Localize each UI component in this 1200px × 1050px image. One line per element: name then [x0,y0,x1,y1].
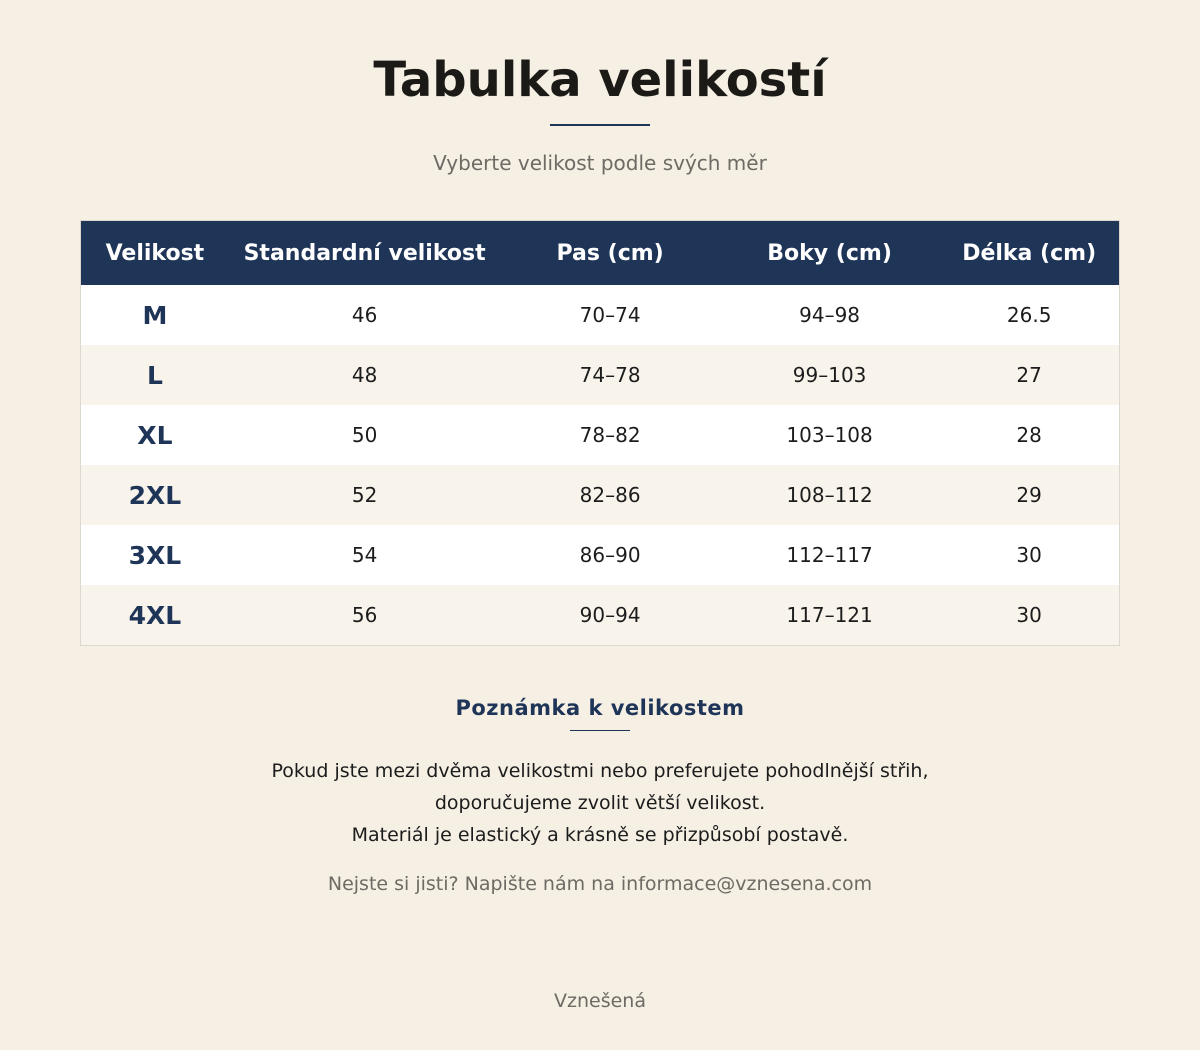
cell-size: XL [137,420,173,450]
cell-size: M [142,300,168,330]
column-header-standard-size: Standardní velikost [243,240,486,266]
column-header-waist: Pas (cm) [556,240,664,266]
size-table-container [80,220,1120,646]
cell-standard-size: 48 [351,363,378,387]
cell-waist: 78–82 [579,423,641,447]
cell-length: 28 [1016,423,1042,447]
table-row [81,525,1119,585]
cell-waist: 90–94 [579,603,641,627]
cell-standard-size: 46 [351,303,378,327]
cell-waist: 70–74 [579,303,641,327]
page-title: Tabulka velikostí [373,52,827,108]
footer-brand: Vznešená [554,990,646,1012]
column-header-length: Délka (cm) [962,240,1097,266]
cell-hips: 117–121 [786,603,873,627]
page-header [0,0,1200,176]
cell-size: 3XL [128,540,182,570]
table-row [81,585,1119,645]
cell-size: 4XL [128,600,182,630]
table-header-row [81,221,1119,285]
note-title: Poznámka k velikostem [455,696,745,720]
cell-length: 30 [1016,543,1042,567]
table-row [81,345,1119,405]
cell-hips: 112–117 [786,543,873,567]
note-divider [570,730,630,731]
cell-standard-size: 52 [351,483,378,507]
cell-length: 27 [1016,363,1042,387]
table-row [81,285,1119,345]
note-line: Pokud jste mezi dvěma velikostmi nebo preferujete pohodlnější střih, [271,760,929,782]
title-divider [550,124,650,126]
table-row [81,465,1119,525]
cell-size: L [146,360,163,390]
page-subtitle: Vyberte velikost podle svých měr [433,151,767,175]
contact-text: Nejste si jisti? Napište nám na informace@vznesena.com [327,873,873,895]
cell-standard-size: 50 [351,423,378,447]
note-line: Materiál je elastický a krásně se přizpůsobí postavě. [351,824,849,846]
cell-waist: 82–86 [579,483,641,507]
cell-hips: 94–98 [799,303,861,327]
cell-size: 2XL [128,480,182,510]
cell-hips: 99–103 [792,363,867,387]
cell-hips: 103–108 [786,423,873,447]
column-header-hips: Boky (cm) [767,240,892,266]
cell-length: 26.5 [1006,303,1052,327]
note-body [0,755,1200,851]
size-note-section [0,694,1200,897]
column-header-size: Velikost [105,240,205,266]
size-table [81,221,1119,645]
cell-waist: 74–78 [579,363,641,387]
cell-length: 30 [1016,603,1042,627]
cell-standard-size: 56 [351,603,378,627]
cell-standard-size: 54 [351,543,378,567]
cell-hips: 108–112 [786,483,873,507]
table-row [81,405,1119,465]
cell-waist: 86–90 [579,543,641,567]
cell-length: 29 [1016,483,1042,507]
note-line: doporučujeme zvolit větší velikost. [434,792,766,814]
